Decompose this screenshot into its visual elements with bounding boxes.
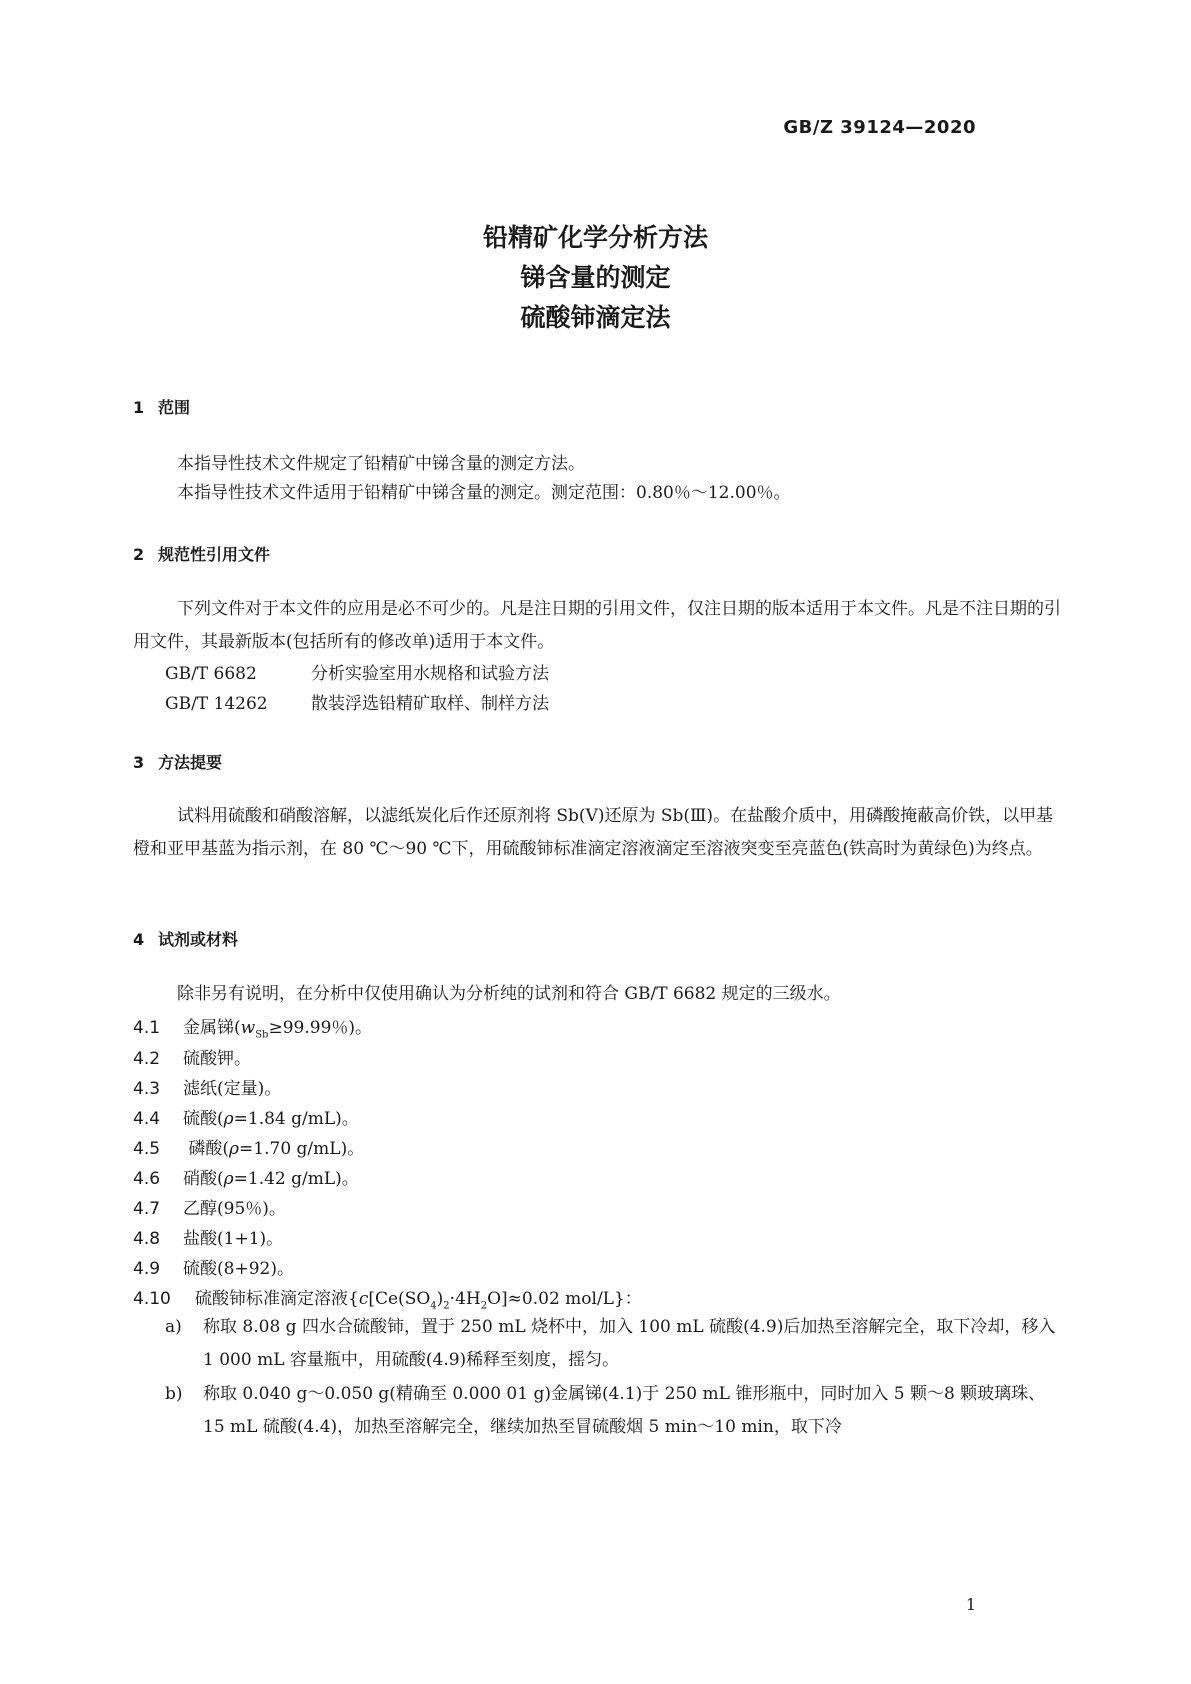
- reagent-item: 4.6 硝酸(ρ=1.42 g/mL)。: [133, 1169, 359, 1189]
- section-heading-references: 2 规范性引用文件: [133, 545, 271, 564]
- title-line-3: 硫酸铈滴定法: [520, 303, 671, 332]
- standard-number: GB/Z 39124—2020: [783, 117, 976, 138]
- section-heading-scope: 1 范围: [133, 398, 191, 417]
- reagent-item: 4.3 滤纸(定量)。: [133, 1079, 282, 1099]
- reagent-item-ce-solution: 4.10 硫酸铈标准滴定溶液{$c[Ce(SO_4)_2\cdot 4H_2O]\approx 0.02$ mol/L}：: [133, 1289, 642, 1312]
- reagent-item: 4.4 硫酸(ρ=1.84 g/mL)。: [133, 1109, 359, 1129]
- page-number: 1: [965, 1595, 976, 1614]
- reagent-item: 4.1 金属锑($w_{Sb}\ge 99.99$％)。: [133, 1018, 373, 1041]
- scope-paragraph-1: 本指导性技术文件规定了铅精矿中锑含量的测定方法。: [177, 454, 585, 474]
- principle-paragraph: 试料用硫酸和硝酸溶解，以滤纸炭化后作还原剂将 Sb(Ⅴ)还原为 Sb(Ⅲ)。在盐酸介质中，用磷酸掩蔽高价铁，以甲基橙和亚甲基蓝为指示剂，在 80 ℃～90 ℃下，用硫酸铈标准滴定溶液滴定至溶液突变至亮蓝色(铁高时为黄绿色)为终点。: [133, 806, 1054, 859]
- title-line-2: 锑含量的测定: [520, 263, 671, 292]
- reference-item: GB/T 6682 分析实验室用水规格和试验方法: [165, 664, 549, 684]
- reagent-item: 4.8 盐酸(1+1)。: [133, 1229, 284, 1249]
- reagent-item: 4.2 硫酸钾。: [133, 1049, 251, 1069]
- scope-paragraph-2: 本指导性技术文件适用于铅精矿中锑含量的测定。测定范围：0.80％～12.00％。: [177, 483, 791, 503]
- reagent-item: 4.5 磷酸(ρ=1.70 g/mL)。: [133, 1139, 365, 1159]
- section-heading-principle: 3 方法提要: [133, 753, 223, 772]
- section-heading-reagents: 4 试剂或材料: [133, 930, 239, 949]
- reagents-intro: 除非另有说明，在分析中仅使用确认为分析纯的试剂和符合 GB/T 6682 规定的三级水。: [177, 984, 841, 1004]
- reagent-item: 4.9 硫酸(8+92)。: [133, 1259, 294, 1279]
- document-title: [0, 218, 1191, 338]
- reagent-item: 4.7 乙醇(95％)。: [133, 1199, 286, 1219]
- title-line-1: 铅精矿化学分析方法: [482, 223, 708, 252]
- references-intro: 下列文件对于本文件的应用是必不可少的。凡是注日期的引用文件，仅注日期的版本适用于本文件。凡是不注日期的引用文件，其最新版本(包括所有的修改单)适用于本文件。: [133, 599, 1061, 652]
- reference-item: GB/T 14262 散装浮选铅精矿取样、制样方法: [165, 694, 549, 714]
- procedure-step-b: b) 称取 0.040 g～0.050 g(精确至 0.000 01 g)金属锑(4.1)于 250 mL 锥形瓶中，同时加入 5 颗～8 颗玻璃珠、15 mL 硫酸(4.4)，加热至溶解完全，继续加热至冒硫酸烟 5 min～10 min，取下冷: [165, 1384, 1046, 1437]
- procedure-step-a: a) 称取 8.08 g 四水合硫酸铈，置于 250 mL 烧杯中，加入 100 mL 硫酸(4.9)后加热至溶解完全，取下冷却，移入 1 000 mL 容量瓶中，用硫酸(4.9)稀释至刻度，摇匀。: [165, 1317, 1056, 1370]
